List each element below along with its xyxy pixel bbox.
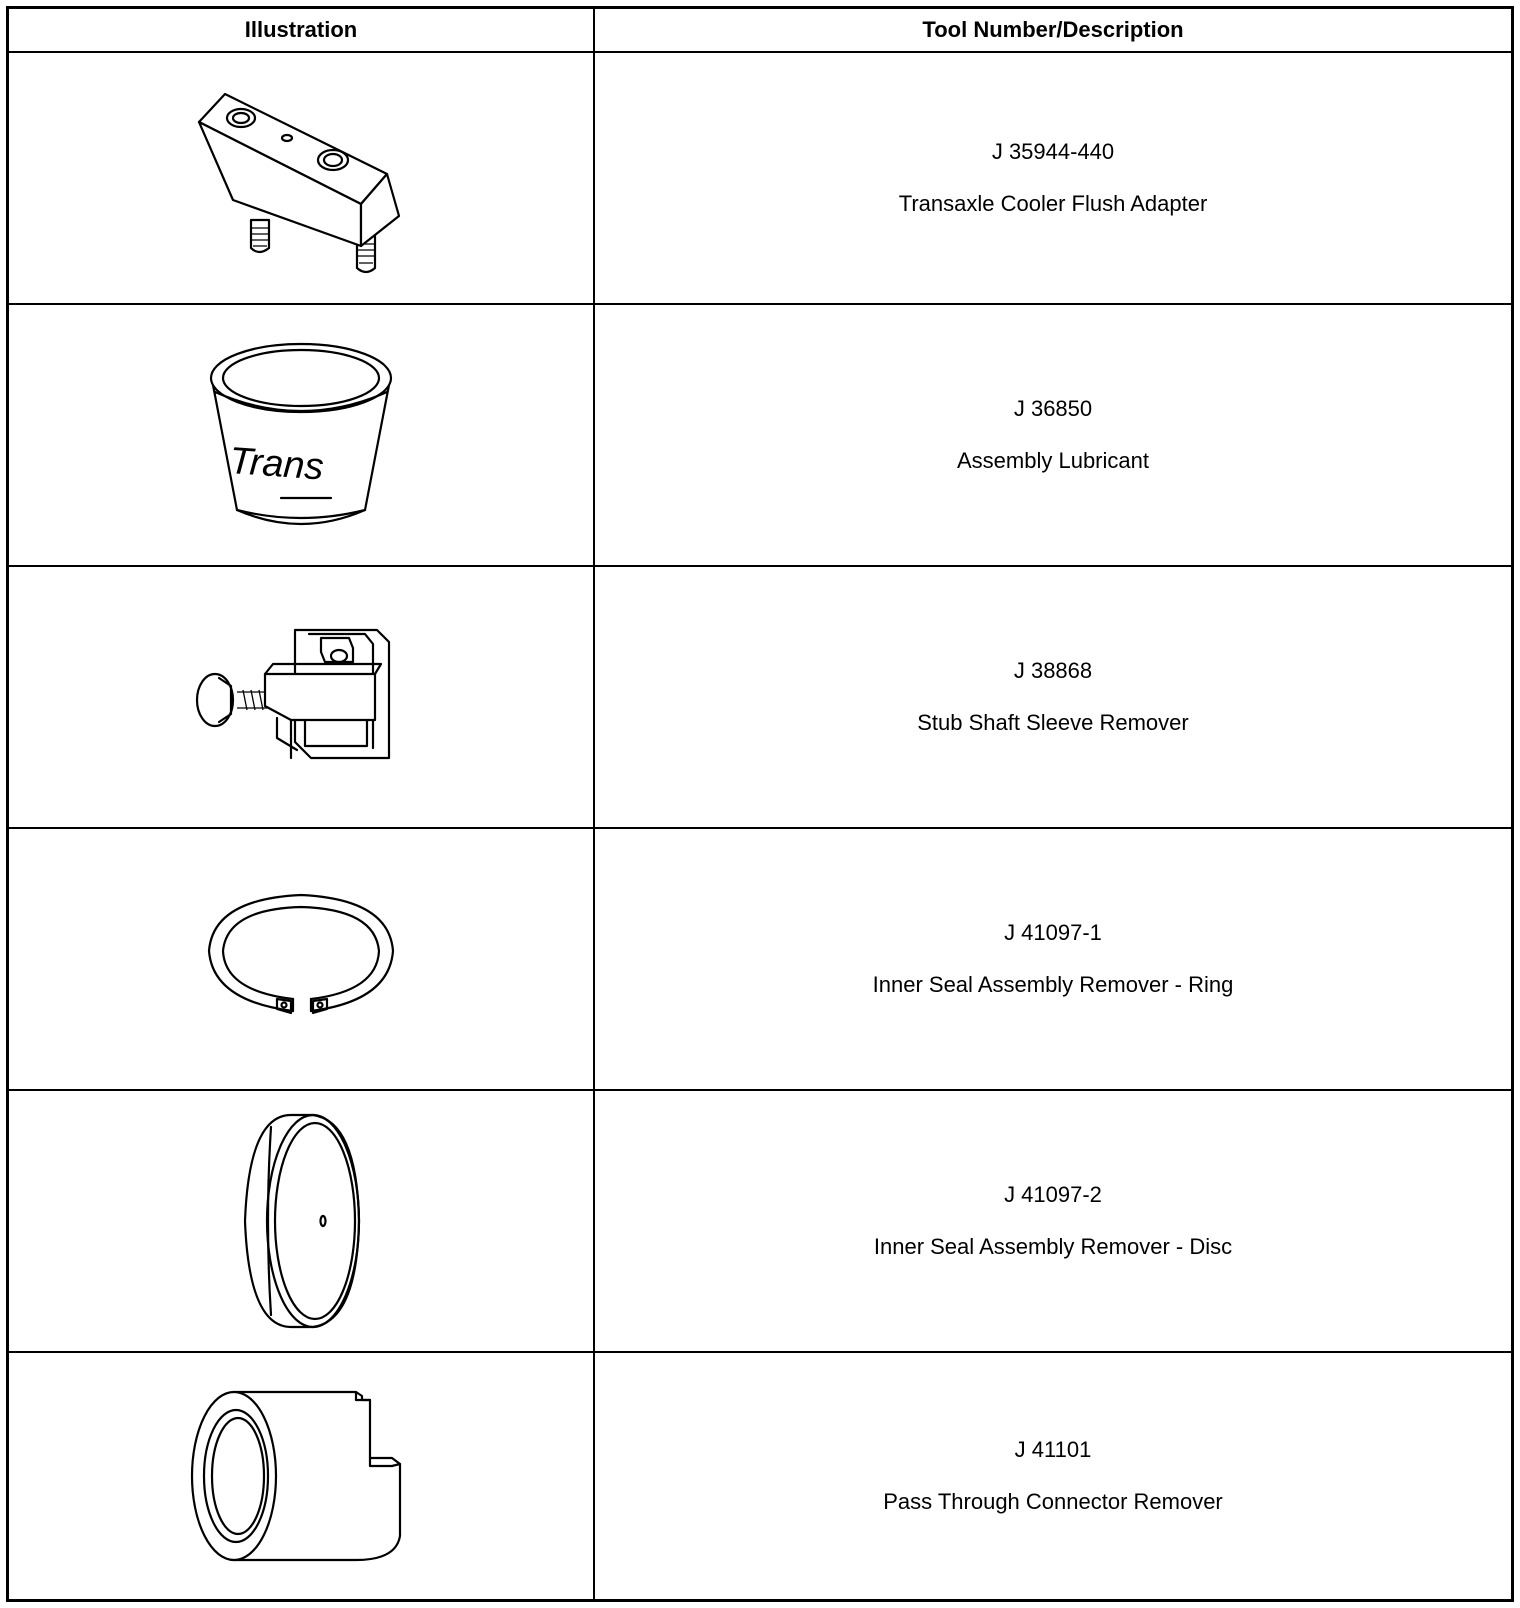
tool-number: J 38868 [1013, 658, 1093, 683]
tool-number: J 41097-2 [1004, 1182, 1102, 1207]
illustration-cell [9, 1353, 595, 1599]
sleeve-remover-clamp-icon [181, 622, 421, 772]
tool-description: Inner Seal Assembly Remover - Disc [873, 1234, 1233, 1259]
tool-description: Assembly Lubricant [957, 448, 1149, 473]
header-illustration [9, 9, 595, 51]
tool-description: Transaxle Cooler Flush Adapter [898, 191, 1208, 216]
header-description [595, 9, 1511, 51]
cooler-flush-adapter-icon [181, 78, 421, 278]
table-row [9, 1351, 1511, 1599]
tool-number: J 41101 [1014, 1437, 1092, 1462]
connector-remover-sleeve-icon [186, 1386, 416, 1566]
table-row [9, 1089, 1511, 1351]
illustration-cell [9, 829, 595, 1089]
illustration-cell [9, 305, 595, 565]
table-row [9, 303, 1511, 565]
description-cell [595, 1353, 1511, 1599]
header-illustration-label: Illustration [244, 17, 358, 42]
illustration-cell [9, 1091, 595, 1351]
description-cell [595, 1091, 1511, 1351]
table-row [9, 827, 1511, 1089]
illustration-cell [9, 567, 595, 827]
description-cell [595, 567, 1511, 827]
description-cell [595, 53, 1511, 303]
table-row [9, 565, 1511, 827]
table-row [9, 51, 1511, 303]
disc-icon [231, 1111, 371, 1331]
snap-ring-icon [201, 889, 401, 1029]
header-description-label: Tool Number/Description [922, 17, 1184, 42]
tool-number: J 41097-1 [1004, 920, 1102, 945]
illustration-cell [9, 53, 595, 303]
tool-description: Inner Seal Assembly Remover - Ring [872, 972, 1234, 997]
tool-description: Pass Through Connector Remover [883, 1489, 1223, 1514]
lubricant-tub-icon [201, 330, 401, 540]
description-cell [595, 829, 1511, 1089]
tool-description: Stub Shaft Sleeve Remover [917, 710, 1189, 735]
table-header-row [9, 9, 1511, 51]
tool-number: J 36850 [1013, 396, 1093, 421]
lubricant-label-text: Trans [227, 440, 326, 489]
special-tools-table [6, 6, 1514, 1602]
description-cell [595, 305, 1511, 565]
tool-number: J 35944-440 [991, 139, 1115, 164]
